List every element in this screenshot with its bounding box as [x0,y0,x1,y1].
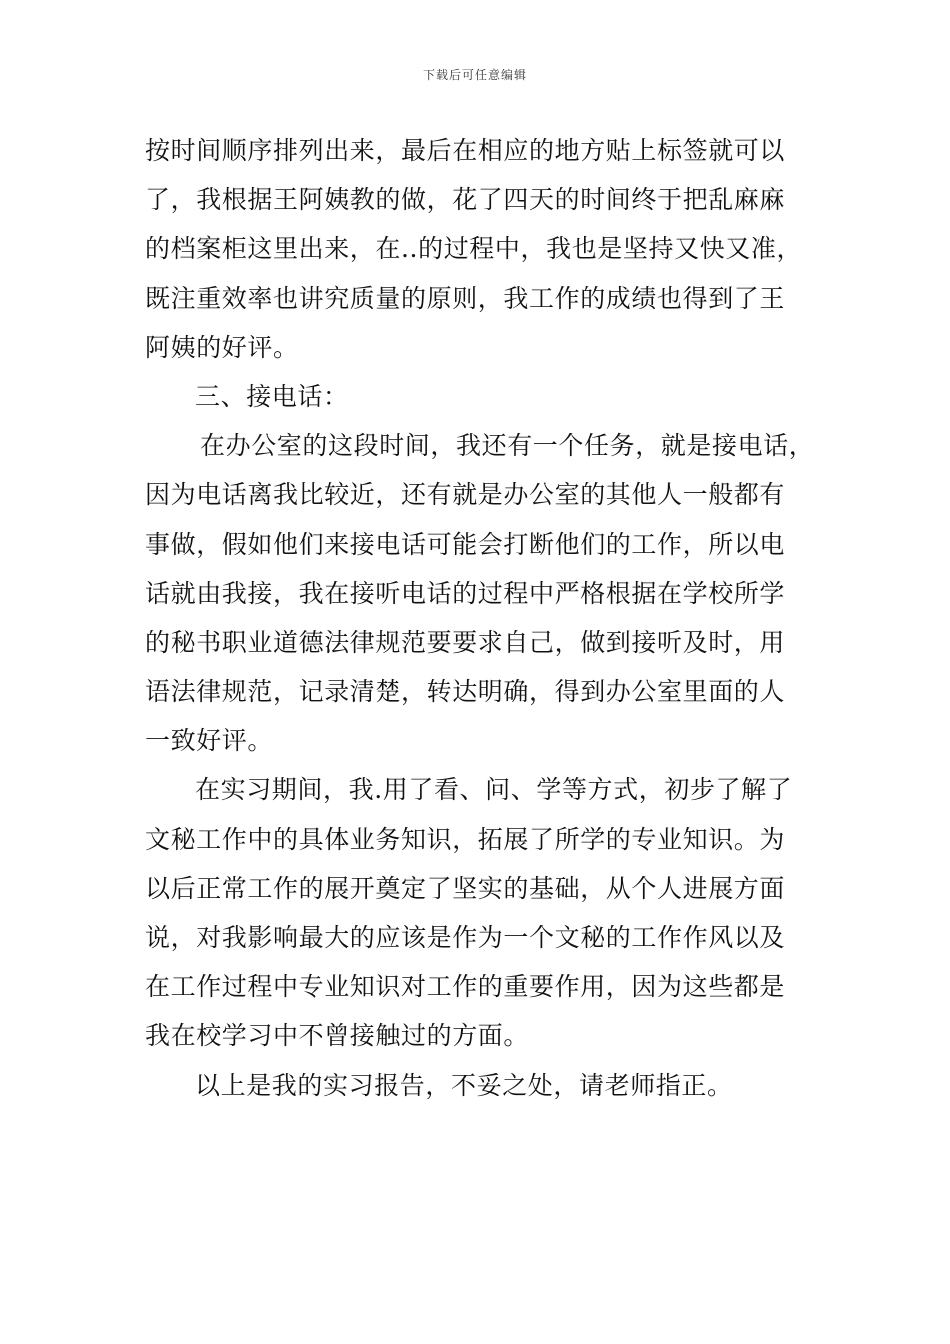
text-line: 在实习期间，我.用了看、问、学等方式，初步了解了 [195,775,793,805]
text-line: 说，对我影响最大的应该是作为一个文秘的工作作风以及 [145,923,786,952]
section-heading [145,372,825,421]
text-line: 了，我根据王阿姨教的做，花了四天的时间终于把乱麻麻 [145,185,786,215]
page-header: 下载后可任意编辑 [422,68,527,82]
text-line: 我在校学习中不曾接触过的方面。 [145,1021,530,1051]
text-line: 以后正常工作的展开奠定了坚实的基础，从个人进展方面 [145,873,786,903]
text-line: 以上是我的实习报告，不妥之处，请老师指正。 [195,1070,733,1100]
heading-line: 三、接电话： [195,381,349,411]
text-line: 的档案柜这里出来，在..的过程中，我也是坚持又快又准， [145,234,803,264]
document-body [145,126,825,1110]
text-line: 在工作过程中专业知识对工作的重要作用，因为这些都是 [145,972,786,1002]
text-line: 既注重效率也讲究质量的原则，我工作的成绩也得到了王 [145,283,786,313]
text-line: 文秘工作中的具体业务知识，拓展了所学的专业知识。为 [145,824,786,854]
text-line: 话就由我接，我在接听电话的过程中严格根据在学校所学 [145,578,786,608]
text-line: 事做，假如他们来接电话可能会打断他们的工作，所以电 [145,529,786,559]
paragraph-closing [145,1061,825,1110]
text-line: 的秘书职业道德法律规范要要求自己，做到接听及时，用 [145,627,786,657]
paragraph-phone [145,421,825,765]
text-line: 一致好评。 [145,726,274,756]
text-line: 因为电话离我比较近，还有就是办公室的其他人一般都有 [145,480,786,510]
paragraph-archive [145,126,825,372]
text-line: 阿姨的好评。 [145,332,299,362]
text-line: 按时间顺序排列出来，最后在相应的地方贴上标签就可以 [145,136,786,165]
text-line: 语法律规范，记录清楚，转达明确，得到办公室里面的人 [145,677,786,707]
text-line: 在办公室的这段时间，我还有一个任务，就是接电话， [200,431,815,461]
paragraph-internship [145,765,825,1060]
